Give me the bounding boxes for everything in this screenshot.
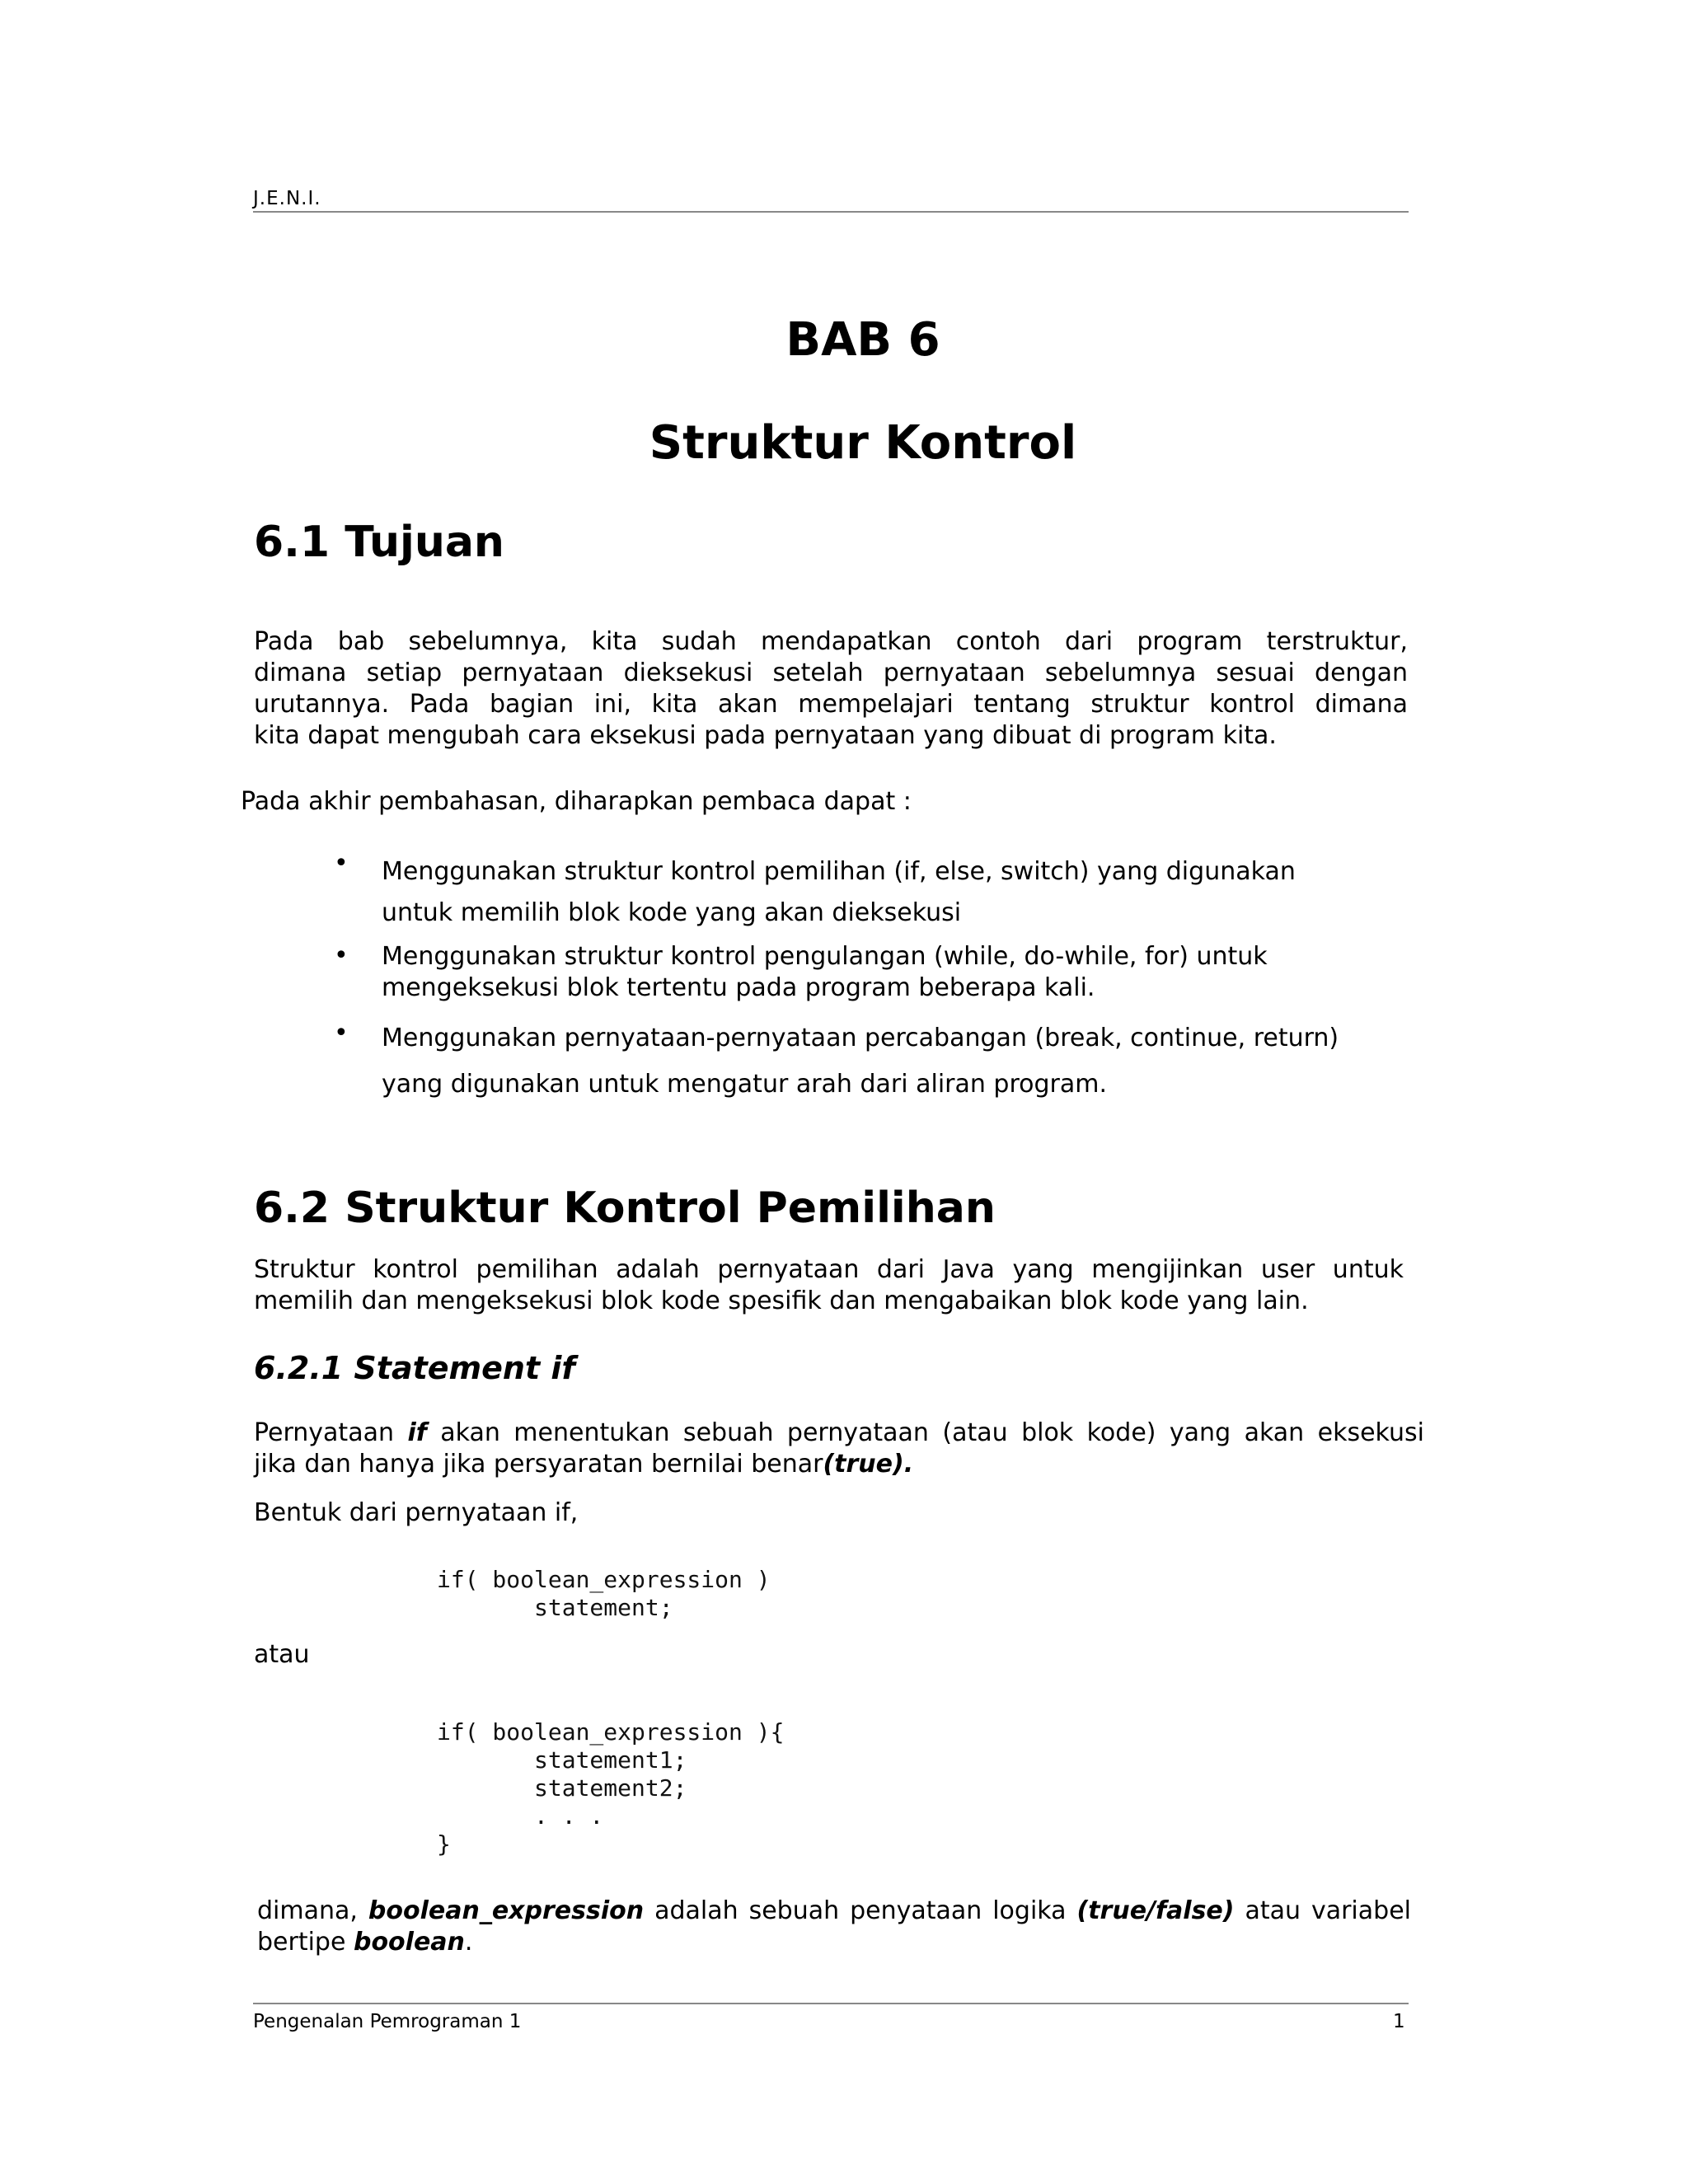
list-item-line: untuk memilih blok kode yang akan dieksekusi (382, 898, 962, 927)
intro-line-3: urutannya. Pada bagian ini, kita akan mempelajari tentang struktur kontrol dimana (254, 690, 1408, 719)
page-number: 1 (1393, 2011, 1405, 2032)
paragraph-line (254, 1449, 1424, 1480)
boolean-expression-note (257, 1896, 1411, 1958)
intro-line-1: Struktur kontrol pemilihan adalah pernyataan dari Java yang mengijinkan user untuk (254, 1255, 1404, 1284)
intro-line-2: dimana setiap pernyataan dieksekusi setelah pernyataan sebelumnya sesuai dengan (254, 658, 1408, 687)
text-run: atau variabel (1234, 1896, 1411, 1925)
section-6-1-intro (254, 626, 1408, 752)
form-intro: Bentuk dari pernyataan if, (254, 1498, 579, 1527)
bullet-icon: • (334, 849, 349, 878)
subsection-heading-6-2-1: 6.2.1 Statement if (254, 1350, 575, 1386)
list-item (334, 849, 1381, 931)
list-item (334, 941, 1381, 1004)
header-divider (253, 211, 1409, 213)
text-run: adalah sebuah penyataan logika (644, 1896, 1077, 1925)
section-heading-6-2: 6.2 Struktur Kontrol Pemilihan (254, 1183, 996, 1233)
chapter-title: Struktur Kontrol (649, 416, 1077, 470)
list-item-line: Menggunakan pernyataan-pernyataan percabangan (break, continue, return) (382, 1024, 1339, 1052)
paragraph-line (257, 1927, 1411, 1958)
list-item-line: yang digunakan untuk mengatur arah dari aliran program. (382, 1070, 1108, 1099)
chapter-number: BAB 6 (785, 313, 940, 367)
list-item-line: mengeksekusi blok tertentu pada program beberapa kali. (382, 973, 1095, 1002)
code-block-if-block: if( boolean_expression ){ statement1; statement2; . . . } (437, 1718, 785, 1858)
or-label: atau (254, 1640, 310, 1669)
keyword-true: (true). (823, 1450, 914, 1479)
text-run: akan menentukan sebuah pernyataan (atau blok kode) yang akan eksekusi (426, 1418, 1424, 1447)
section-heading-6-1: 6.1 Tujuan (254, 518, 504, 567)
text-run: . (464, 1928, 473, 1957)
paragraph-line (257, 1896, 1411, 1927)
footer-title: Pengenalan Pemrograman 1 (253, 2011, 522, 2032)
intro-line-4: kita dapat mengubah cara eksekusi pada pernyataan yang dibuat di program kita. (254, 721, 1277, 750)
footer-divider (253, 2003, 1409, 2004)
text-run: Pernyataan (254, 1418, 408, 1447)
text-run: dimana, (257, 1896, 368, 1925)
intro-line-1: Pada bab sebelumnya, kita sudah mendapatkan contoh dari program terstruktur, (254, 627, 1408, 656)
paragraph-line (254, 1418, 1424, 1449)
intro-line-2: memilih dan mengeksekusi blok kode spesifik dan mengabaikan blok kode yang lain. (254, 1286, 1309, 1315)
text-run: bertipe (257, 1928, 354, 1957)
term-true-false: (true/false) (1076, 1896, 1235, 1925)
text-run: jika dan hanya jika persyaratan bernilai benar (254, 1450, 823, 1479)
term-boolean: boolean (353, 1928, 465, 1957)
list-item (334, 1019, 1381, 1111)
bullet-icon: • (334, 1019, 349, 1047)
section-6-2-intro (254, 1254, 1404, 1317)
running-header: J.E.N.I. (253, 188, 321, 209)
list-item-line: Menggunakan struktur kontrol pemilihan (if, else, switch) yang digunakan (382, 857, 1296, 886)
keyword-if: if (407, 1418, 427, 1447)
statement-if-description (254, 1418, 1424, 1480)
bullet-icon: • (334, 941, 349, 970)
code-block-if: if( boolean_expression ) statement; (437, 1566, 771, 1621)
goal-intro: Pada akhir pembahasan, diharapkan pembaca dapat : (241, 787, 912, 816)
list-item-line: Menggunakan struktur kontrol pengulangan (while, do-while, for) untuk (382, 942, 1268, 971)
term-boolean-expression: boolean_expression (368, 1896, 645, 1925)
goals-list (334, 849, 1381, 1111)
